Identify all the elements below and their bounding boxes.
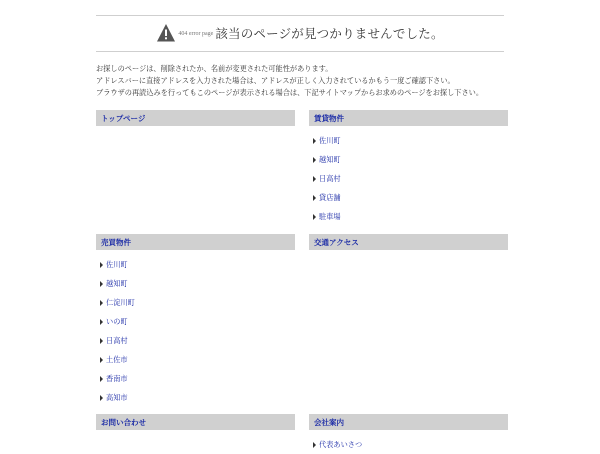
section-sale [96,234,295,407]
list-item [96,293,295,312]
sitemap-link[interactable]: 佐川町 [319,135,341,145]
sitemap-link[interactable]: 駐車場 [319,211,341,221]
message-line: お探しのページは、削除されたか、名前が変更された可能性があります。 [96,64,333,73]
sitemap-link[interactable]: 仁淀川町 [106,297,135,307]
error-message [96,63,516,99]
section-company [309,414,508,454]
sitemap-link[interactable]: 越知町 [319,154,341,164]
rental-list [309,131,508,226]
sitemap-link[interactable]: 日高村 [319,173,341,183]
list-item [96,331,295,350]
error-header [96,16,504,50]
arrow-right-icon [100,357,103,363]
section-link-sale[interactable]: 売買物件 [101,237,131,247]
sitemap-link[interactable]: 越知町 [106,278,128,288]
warning-icon [156,23,176,43]
arrow-right-icon [313,157,316,163]
arrow-right-icon [313,214,316,220]
section-header [96,234,295,250]
section-header [309,234,508,250]
list-item [309,207,508,226]
section-header [309,110,508,126]
section-rental [309,110,508,226]
bottom-divider [96,51,504,52]
sitemap-link[interactable]: いの町 [106,316,128,326]
arrow-right-icon [100,300,103,306]
arrow-right-icon [313,176,316,182]
list-item [96,255,295,274]
arrow-right-icon [100,319,103,325]
sitemap-link[interactable]: 代表あいさつ [319,439,363,449]
sitemap-link[interactable]: 香南市 [106,373,128,383]
page-title: 該当のページが見つかりませんでした。 [215,27,444,41]
list-item [309,169,508,188]
arrow-right-icon [100,338,103,344]
arrow-right-icon [313,442,316,448]
list-item [96,274,295,293]
section-link-top-page[interactable]: トップページ [101,113,146,123]
arrow-right-icon [313,138,316,144]
list-item [309,131,508,150]
section-link-company[interactable]: 会社案内 [314,417,344,427]
sitemap-link[interactable]: 高知市 [106,392,128,402]
sitemap-link[interactable]: 佐川町 [106,259,128,269]
sale-list [96,255,295,407]
list-item [96,312,295,331]
error-code-label: 404 error page [178,31,214,37]
list-item [309,188,508,207]
section-link-access[interactable]: 交通アクセス [314,237,359,247]
section-link-contact[interactable]: お問い合わせ [101,417,146,427]
list-item [96,350,295,369]
arrow-right-icon [100,281,103,287]
section-header [96,110,295,126]
section-link-rental[interactable]: 賃貸物件 [314,113,344,123]
section-contact [96,414,295,430]
sitemap-link[interactable]: 貸店舗 [319,192,341,202]
arrow-right-icon [313,195,316,201]
list-item [309,435,508,454]
message-line: アドレスバーに直接アドレスを入力された場合は、アドレスが正しく入力されているかもう一度ご確認下さい。 [96,76,455,85]
sitemap-link[interactable]: 土佐市 [106,354,128,364]
list-item [96,369,295,388]
section-top-page [96,110,295,126]
list-item [96,388,295,407]
arrow-right-icon [100,376,103,382]
company-list [309,435,508,454]
section-access [309,234,508,250]
message-line: ブラウザの再読込みを行ってもこのページが表示される場合は、下記サイトマップからお求めのページをお探し下さい。 [96,88,484,97]
list-item [309,150,508,169]
section-header [309,414,508,430]
sitemap-link[interactable]: 日高村 [106,335,128,345]
section-header [96,414,295,430]
arrow-right-icon [100,262,103,268]
arrow-right-icon [100,395,103,401]
